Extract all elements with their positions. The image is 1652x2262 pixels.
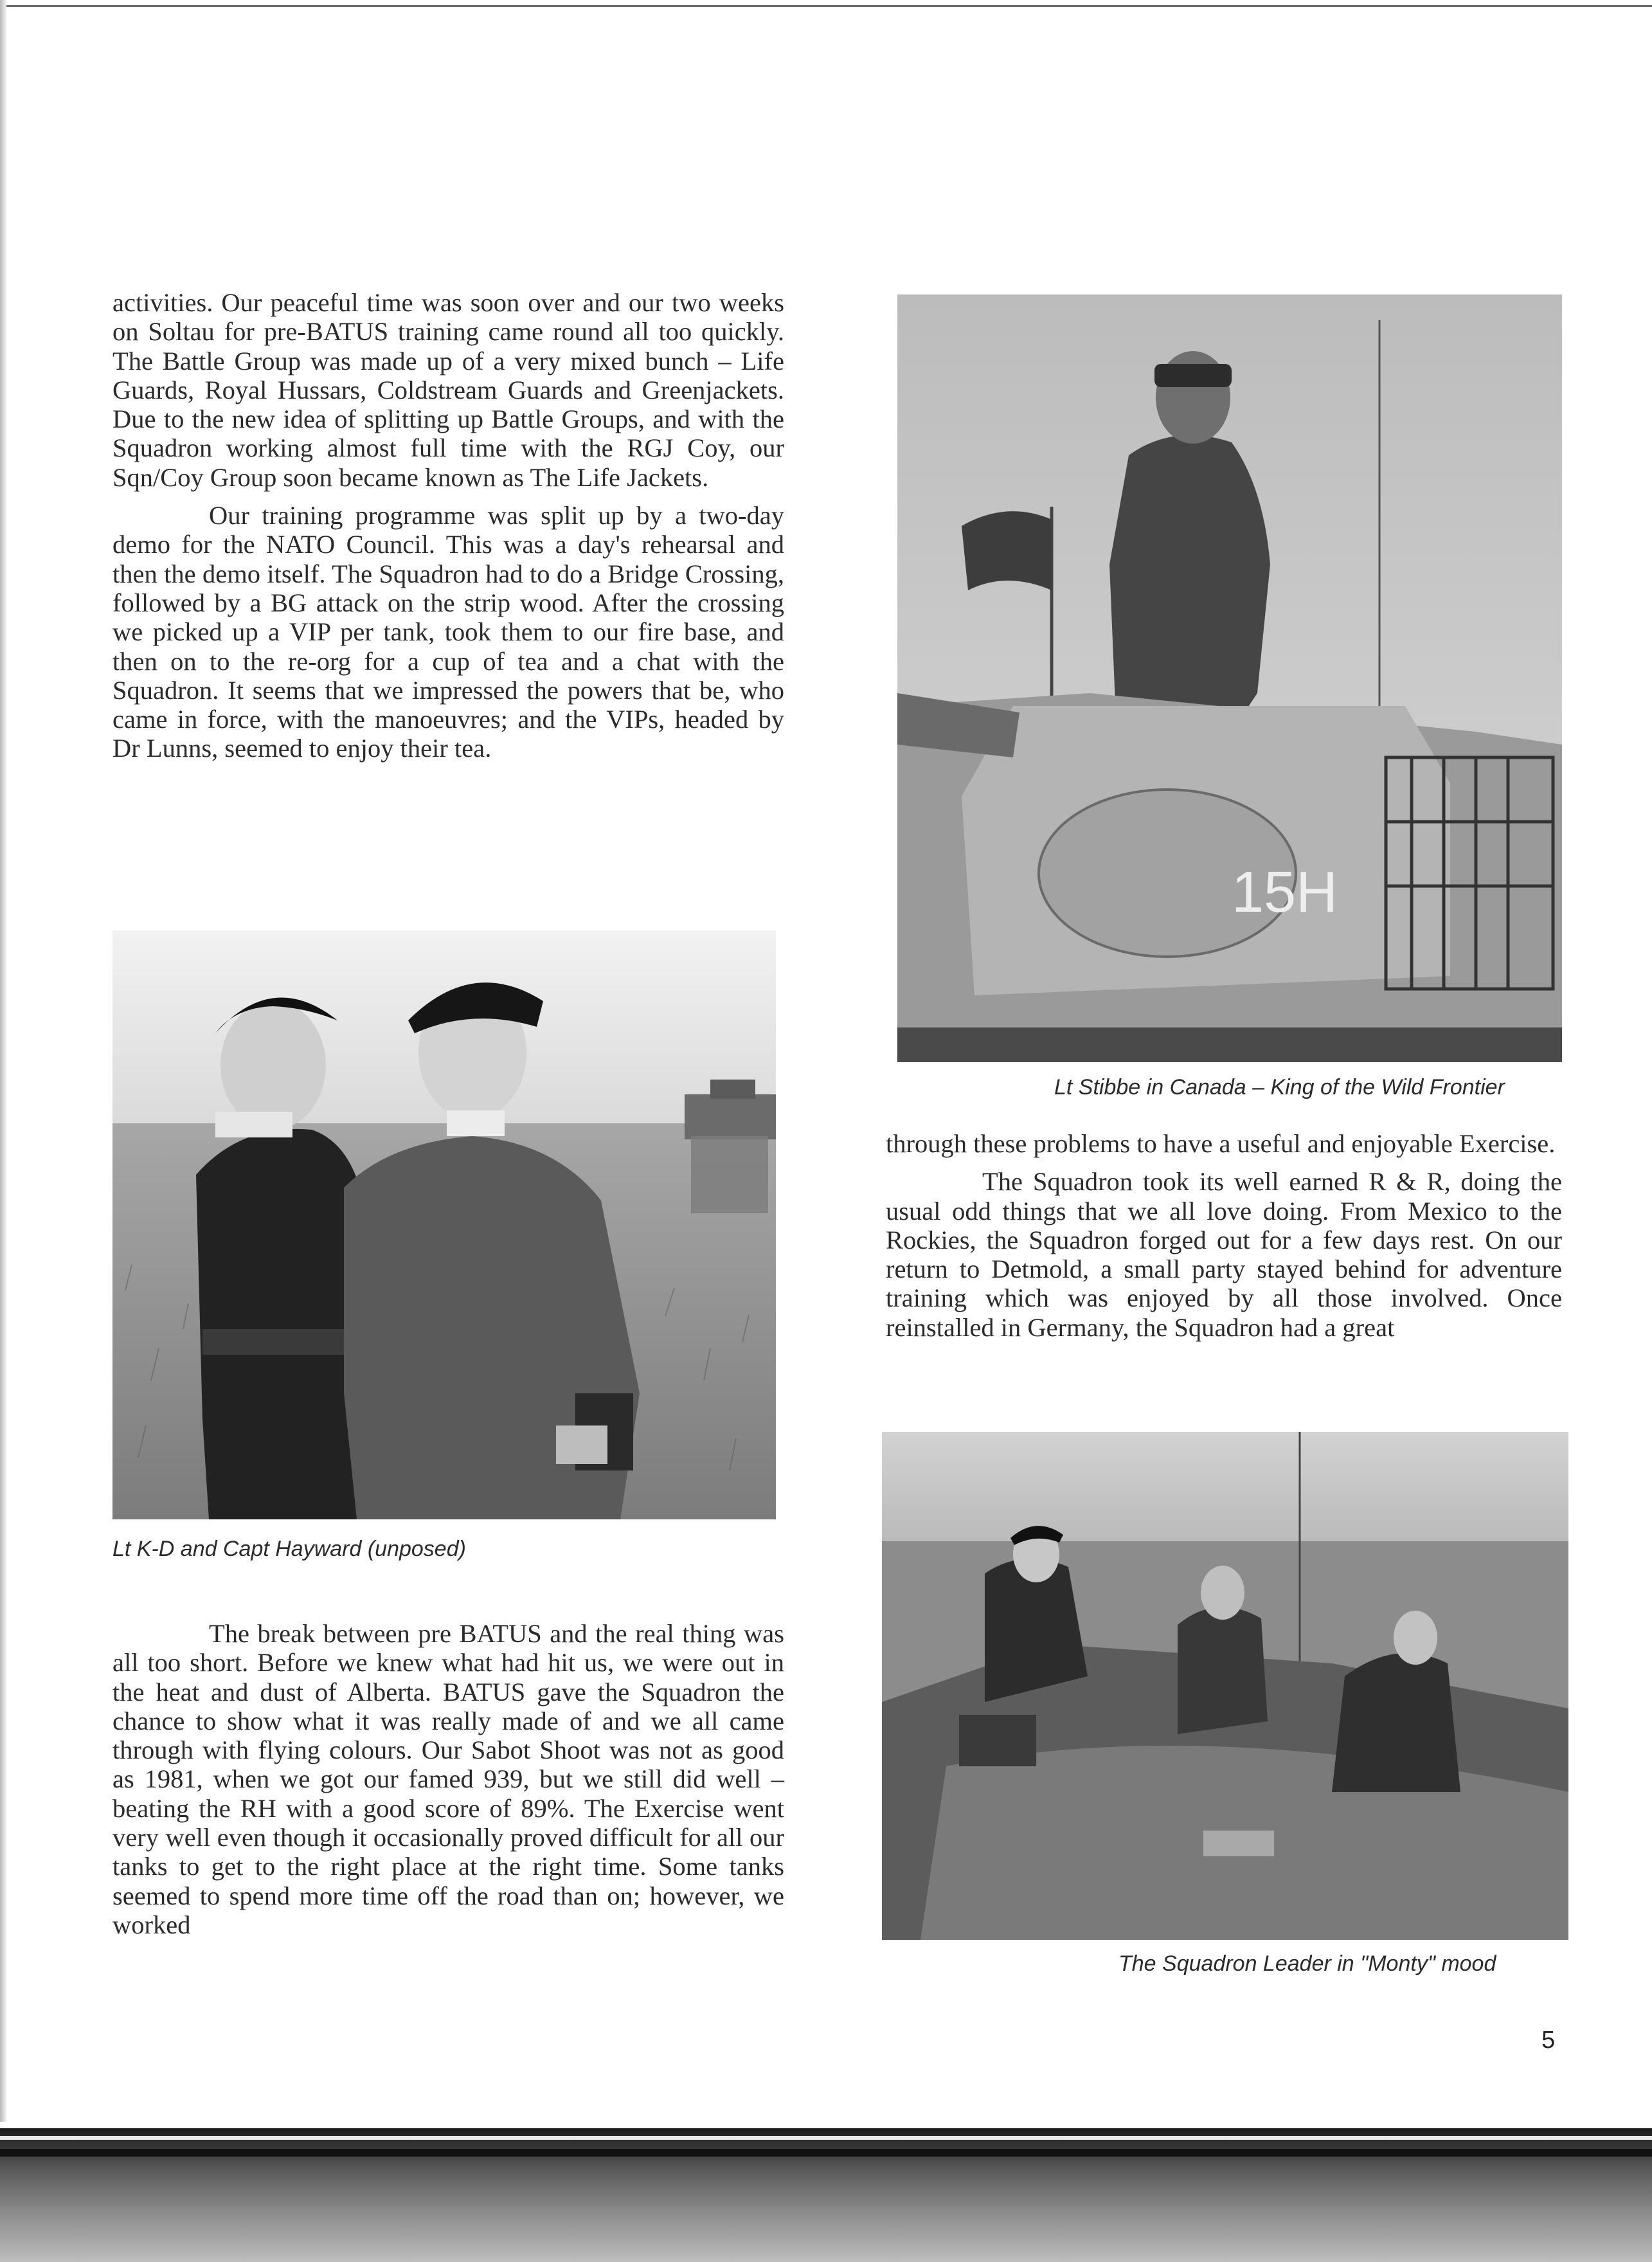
- photo-officers: [112, 930, 776, 1519]
- paragraph: through these problems to have a useful and enjoyable Exercise.: [886, 1129, 1556, 1158]
- paragraph: Our training programme was split up by a two-day demo for the NATO Council. This was a day's rehearsal and then the demo itself. The Squadron had to do a Bridge Crossing, followed by a BG attack on the strip wood. After the crossing we picked up a VIP per tank, took them to our fire base, and then on to the re-org for a cup of tea and a chat with the Squadron. It seems that we impressed the powers that be, who came in force, with the manoeuvres; and the VIPs, headed by Dr Lunns, seemed to enjoy their tea.: [112, 501, 784, 763]
- top-rule: [0, 5, 1652, 7]
- photo-officers-caption: Lt K-D and Capt Hayward (unposed): [112, 1537, 466, 1561]
- paragraph: The Squadron took its well earned R & R, doing the usual odd things that we all love doing. From Mexico to the Rockies, the Squadron forged out for a few days rest. On our return to Detmold, a small party stayed behind for adventure training which was enjoyed by all those involved. Once reinstalled in Germany, the Squadron had a great: [886, 1167, 1562, 1342]
- photo-tank-commander: [897, 294, 1562, 1062]
- photo-crew-image: [882, 1432, 1568, 1940]
- tank-marking: 15H: [1232, 860, 1338, 925]
- scan-bottom-edge: [0, 2128, 1652, 2262]
- right-column-text: [886, 1129, 1562, 1342]
- photo-crew: [882, 1432, 1568, 1940]
- photo-tank-commander-image: [897, 294, 1562, 1062]
- paragraph: The break between pre BATUS and the real thing was all too short. Before we knew what had hit us, we were out in the heat and dust of Alberta. BATUS gave the Squadron the chance to show what it was really made of and we all came through with flying colours. Our Sabot Shoot was not as good as 1981, when we got our famed 939, but we still did well – beating the RH with a good score of 89%. The Exercise went very well even though it occasionally proved difficult for all our tanks to get to the right place at the right time. Some tanks seemed to spend more time off the road than on; however, we worked: [112, 1619, 784, 1939]
- page-binding-edge: [0, 0, 6, 2122]
- left-column-bottom-text: [112, 1619, 784, 1939]
- photo-officers-image: [112, 930, 776, 1519]
- paragraph: activities. Our peaceful time was soon over and our two weeks on Soltau for pre-BATUS training came round all too quickly. The Battle Group was made up of a very mixed bunch – Life Guards, Royal Hussars, Coldstream Guards and Greenjackets. Due to the new idea of splitting up Battle Groups, and with the Squadron working almost full time with the RGJ Coy, our Sqn/Coy Group soon became known as The Life Jackets.: [112, 288, 784, 492]
- page-number: 5: [1541, 2027, 1556, 2054]
- photo-crew-caption: The Squadron Leader in "Monty" mood: [1118, 1951, 1496, 1976]
- left-column-top-text: [112, 288, 784, 763]
- scan-edge-highlight: [0, 2136, 1652, 2140]
- photo-tank-commander-caption: Lt Stibbe in Canada – King of the Wild Frontier: [1054, 1075, 1505, 1099]
- scan-edge-shadow: [0, 2149, 1652, 2157]
